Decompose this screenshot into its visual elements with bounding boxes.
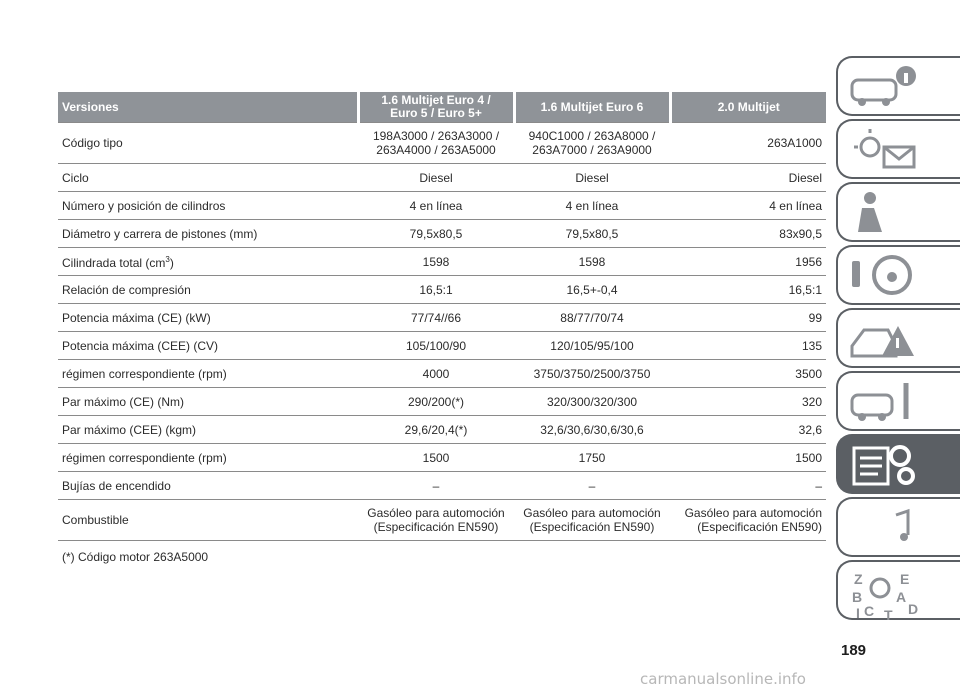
row-value: 1598 bbox=[514, 248, 670, 276]
row-value: Diesel bbox=[514, 164, 670, 192]
table-row bbox=[58, 192, 826, 220]
row-label: Potencia máxima (CEE) (CV) bbox=[58, 332, 358, 360]
header-16-multijet-euro6: 1.6 Multijet Euro 6 bbox=[514, 92, 670, 123]
row-value: Gasóleo para automoción (Especificación EN590) bbox=[358, 500, 514, 541]
header-16-multijet-euro4: 1.6 Multijet Euro 4 / Euro 5 / Euro 5+ bbox=[358, 92, 514, 123]
row-value: 4 en línea bbox=[358, 192, 514, 220]
row-label: Diámetro y carrera de pistones (mm) bbox=[58, 220, 358, 248]
row-value: 1500 bbox=[670, 444, 826, 472]
chapter-tab[interactable] bbox=[836, 371, 960, 431]
svg-text:D: D bbox=[908, 601, 919, 617]
table-row bbox=[58, 276, 826, 304]
table-row bbox=[58, 164, 826, 192]
row-label: Cilindrada total $(cm^3)$ bbox=[58, 248, 358, 276]
page-number: 189 bbox=[841, 642, 867, 659]
row-value: 3500 bbox=[670, 360, 826, 388]
row-value: 29,6/20,4(*) bbox=[358, 416, 514, 444]
row-label: Par máximo (CE) (Nm) bbox=[58, 388, 358, 416]
watermark: carmanualsonline.info bbox=[640, 670, 806, 688]
chapter-tab[interactable] bbox=[836, 560, 960, 623]
row-value: 4000 bbox=[358, 360, 514, 388]
row-value: 16,5+-0,4 bbox=[514, 276, 670, 304]
row-value: 77/74//66 bbox=[358, 304, 514, 332]
header-versions: Versiones bbox=[58, 92, 358, 123]
chapter-tab[interactable] bbox=[836, 182, 960, 242]
table-row bbox=[58, 472, 826, 500]
row-value: 32,6/30,6/30,6/30,6 bbox=[514, 416, 670, 444]
row-value: 3750/3750/2500/3750 bbox=[514, 360, 670, 388]
chapter-tab[interactable] bbox=[836, 497, 960, 557]
header-20-multijet: 2.0 Multijet bbox=[670, 92, 826, 123]
svg-text:T: T bbox=[884, 607, 893, 623]
row-value: 120/105/95/100 bbox=[514, 332, 670, 360]
row-label: Número y posición de cilindros bbox=[58, 192, 358, 220]
row-label: Ciclo bbox=[58, 164, 358, 192]
row-value: 320/300/320/300 bbox=[514, 388, 670, 416]
row-value: Diesel bbox=[358, 164, 514, 192]
table-row bbox=[58, 248, 826, 276]
row-value: 4 en línea bbox=[670, 192, 826, 220]
chapter-tab[interactable] bbox=[836, 119, 960, 179]
row-value: 16,5:1 bbox=[670, 276, 826, 304]
table-row bbox=[58, 360, 826, 388]
row-label: Combustible bbox=[58, 500, 358, 541]
chapter-tab[interactable] bbox=[836, 245, 960, 305]
svg-text:C: C bbox=[864, 603, 875, 619]
row-value: 79,5x80,5 bbox=[358, 220, 514, 248]
table-row bbox=[58, 304, 826, 332]
row-label: régimen correspondiente (rpm) bbox=[58, 444, 358, 472]
row-value: 99 bbox=[670, 304, 826, 332]
row-value: Gasóleo para automoción (Especificación EN590) bbox=[514, 500, 670, 541]
row-value: 105/100/90 bbox=[358, 332, 514, 360]
table-header-row bbox=[58, 92, 826, 123]
svg-text:B: B bbox=[852, 589, 863, 605]
row-label: Par máximo (CEE) (kgm) bbox=[58, 416, 358, 444]
row-value: 1598 bbox=[358, 248, 514, 276]
row-label: Relación de compresión bbox=[58, 276, 358, 304]
row-value: 1750 bbox=[514, 444, 670, 472]
row-value: 88/77/70/74 bbox=[514, 304, 670, 332]
row-value: 135 bbox=[670, 332, 826, 360]
svg-text:E: E bbox=[900, 571, 910, 587]
chapter-tab[interactable] bbox=[836, 308, 960, 368]
specs-table bbox=[58, 92, 826, 541]
table-row bbox=[58, 500, 826, 541]
table-row bbox=[58, 388, 826, 416]
row-value: 83x90,5 bbox=[670, 220, 826, 248]
row-label: Código tipo bbox=[58, 123, 358, 164]
row-value: – bbox=[358, 472, 514, 500]
table-row bbox=[58, 220, 826, 248]
row-value: 263A1000 bbox=[670, 123, 826, 164]
svg-text:I: I bbox=[856, 605, 860, 621]
row-value: – bbox=[514, 472, 670, 500]
row-value: 198A3000 / 263A3000 / 263A4000 / 263A5000 bbox=[358, 123, 514, 164]
table-row bbox=[58, 332, 826, 360]
row-value: 290/200(*) bbox=[358, 388, 514, 416]
row-label: Potencia máxima (CE) (kW) bbox=[58, 304, 358, 332]
row-value: 79,5x80,5 bbox=[514, 220, 670, 248]
row-value: 1956 bbox=[670, 248, 826, 276]
row-value: – bbox=[670, 472, 826, 500]
svg-text:Z: Z bbox=[854, 571, 863, 587]
row-label: Bujías de encendido bbox=[58, 472, 358, 500]
chapter-tabs bbox=[836, 56, 960, 628]
footnote: (*) Código motor 263A5000 bbox=[62, 550, 209, 564]
chapter-tab[interactable] bbox=[836, 56, 960, 116]
row-value: Diesel bbox=[670, 164, 826, 192]
row-value: 4 en línea bbox=[514, 192, 670, 220]
row-value: 32,6 bbox=[670, 416, 826, 444]
row-value: 1500 bbox=[358, 444, 514, 472]
row-value: 940C1000 / 263A8000 / 263A7000 / 263A9000 bbox=[514, 123, 670, 164]
row-value: Gasóleo para automoción (Especificación EN590) bbox=[670, 500, 826, 541]
svg-text:A: A bbox=[896, 589, 907, 605]
table-row bbox=[58, 123, 826, 164]
table-row bbox=[58, 444, 826, 472]
chapter-tab[interactable] bbox=[836, 434, 960, 494]
row-label: régimen correspondiente (rpm) bbox=[58, 360, 358, 388]
row-value: 16,5:1 bbox=[358, 276, 514, 304]
table-row bbox=[58, 416, 826, 444]
row-value: 320 bbox=[670, 388, 826, 416]
